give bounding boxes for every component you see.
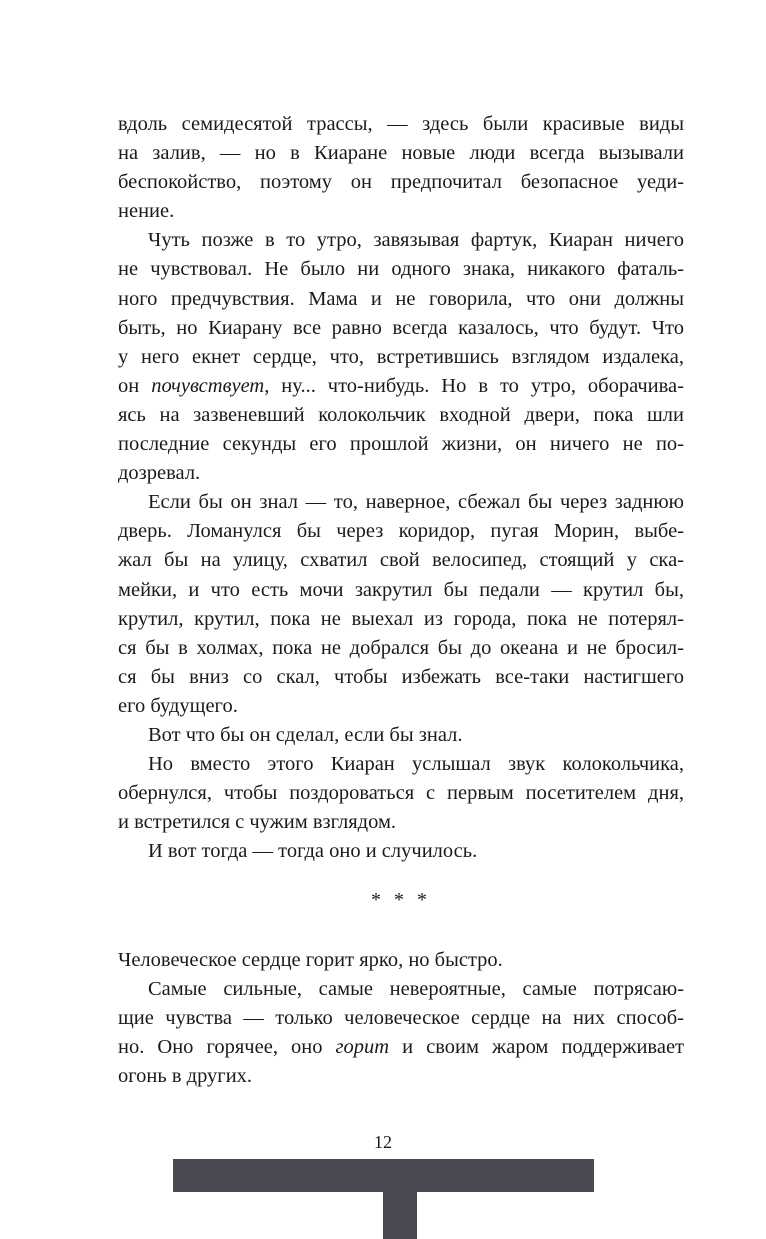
paragraph xyxy=(118,975,684,1091)
text-line: Чуть позже в то утро, завязывая фартук, Киаран ничего xyxy=(148,229,684,252)
text-line: последние секунды его прошлой жизни, он ничего не по- xyxy=(118,433,684,456)
text-span: , ну... что-нибудь. Но в то утро, оборачива- xyxy=(264,374,684,397)
text-line: обернулся, чтобы поздороваться с первым посетителем дня, xyxy=(118,782,684,805)
text-line: на залив, — но в Киаране новые люди всегда вызывали xyxy=(118,142,684,165)
text-line-with-italic xyxy=(118,372,684,401)
paragraph xyxy=(118,721,684,750)
text-line: быть, но Киарану все равно всегда казалось, что будут. Что xyxy=(118,316,684,339)
text-line: и встретился с чужим взглядом. xyxy=(118,811,397,834)
book-page-text xyxy=(118,110,684,1091)
text-line: Самые сильные, самые невероятные, самые потрясаю- xyxy=(148,977,684,1000)
text-line: мейки, и что есть мочи закрутил бы педали — крутил бы, xyxy=(118,578,684,601)
text-line: крутил, крутил, пока не выехал из города, пока не потерял- xyxy=(118,607,684,630)
text-line: Вот что бы он сделал, если бы знал. xyxy=(148,723,463,746)
paragraph xyxy=(118,837,684,866)
footer-decoration-stem xyxy=(383,1192,417,1239)
text-line: беспокойство, поэтому он предпочитал безопасное уеди- xyxy=(118,171,684,194)
text-line: нение. xyxy=(118,200,175,223)
text-line: жал бы на улицу, схватил свой велосипед, стоящий у ска- xyxy=(118,549,684,572)
footer-decoration-bar xyxy=(173,1159,594,1192)
text-line: его будущего. xyxy=(118,694,238,717)
text-line: дозревал. xyxy=(118,462,201,485)
text-line: ся бы вниз со скал, чтобы избежать все-таки настигшего xyxy=(118,665,684,688)
paragraph xyxy=(118,110,684,226)
text-line-with-italic xyxy=(118,1033,684,1062)
paragraph xyxy=(118,488,684,721)
text-line: огонь в других. xyxy=(118,1064,253,1087)
italic-word: почувствует xyxy=(151,374,265,397)
text-line: ся бы в холмах, пока не добрался бы до океана и не бросил- xyxy=(118,636,684,659)
paragraph xyxy=(118,226,684,488)
paragraph xyxy=(118,750,684,837)
text-line: Но вместо этого Киаран услышал звук колокольчика, xyxy=(148,753,684,776)
text-line: Человеческое сердце горит ярко, но быстро. xyxy=(118,948,503,971)
section-separator: * * * xyxy=(371,889,431,912)
text-line: вдоль семидесятой трассы, — здесь были красивые виды xyxy=(118,113,684,135)
text-line: дверь. Ломанулся бы через коридор, пугая Морин, выбе- xyxy=(118,520,684,543)
page-number: 12 xyxy=(374,1132,392,1152)
text-span: но. Оно горячее, оно xyxy=(118,1035,336,1058)
text-line: не чувствовал. Не было ни одного знака, никакого фаталь- xyxy=(118,258,684,281)
text-line: щие чувства — только человеческое сердце на них способ- xyxy=(118,1006,684,1029)
paragraph xyxy=(118,946,684,975)
text-line: у него екнет сердце, что, встретившись взглядом издалека, xyxy=(118,345,684,368)
text-line: ного предчувствия. Мама и не говорила, что они должны xyxy=(118,287,684,310)
text-line: Если бы он знал — то, наверное, сбежал бы через заднюю xyxy=(148,491,684,514)
text-span: он xyxy=(118,374,152,397)
italic-word: горит xyxy=(335,1035,390,1058)
text-line: ясь на зазвеневший колокольчик входной двери, пока шли xyxy=(118,403,684,426)
text-line: И вот тогда — тогда оно и случилось. xyxy=(148,840,478,863)
text-span: и своим жаром поддерживает xyxy=(389,1035,684,1058)
